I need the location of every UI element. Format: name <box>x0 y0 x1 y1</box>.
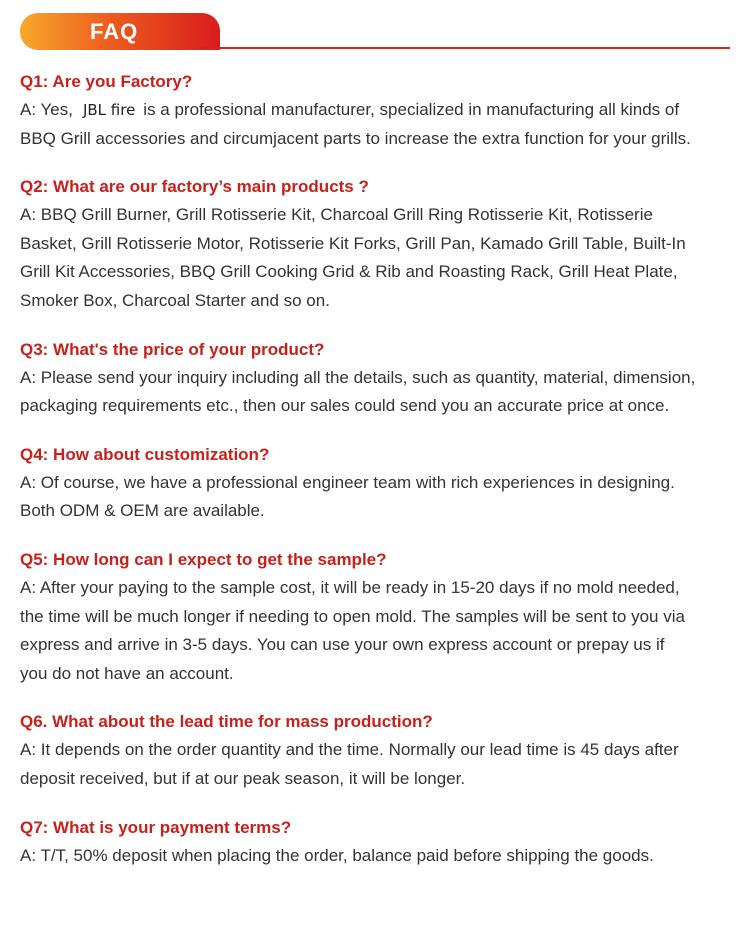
question-q3: Q3: What's the price of your product? <box>20 339 325 359</box>
answer-line: Basket, Grill Rotisserie Motor, Rotisserie Kit Forks, Grill Pan, Kamado Grill Table, Built-In <box>20 233 686 253</box>
answer-line <box>20 96 736 125</box>
answer-line: A: Of course, we have a professional engineer team with rich experiences in designing. <box>20 472 675 492</box>
answer-line: A: BBQ Grill Burner, Grill Rotisserie Kit, Charcoal Grill Ring Rotisserie Kit, Rotisserie <box>20 205 653 225</box>
answer-line: packaging requirements etc., then our sales could send you an accurate price at once. <box>20 396 670 416</box>
answer-line: A: After your paying to the sample cost, it will be ready in 15-20 days if no mold needed, <box>20 577 680 597</box>
faq-header <box>20 13 732 51</box>
faq-item-q4 <box>20 441 736 526</box>
faq-divider <box>200 47 730 49</box>
answer-line: A: Please send your inquiry including all the details, such as quantity, material, dimension, <box>20 367 696 387</box>
question-q7: Q7: What is your payment terms? <box>20 817 292 837</box>
faq-item-q2 <box>20 173 736 315</box>
answer-line: Grill Kit Accessories, BBQ Grill Cooking Grid & Rib and Roasting Rack, Grill Heat Plate, <box>20 262 678 282</box>
faq-item-q5 <box>20 546 736 688</box>
answer-line: deposit received, but if at our peak season, it will be longer. <box>20 768 466 788</box>
answer-line: you do not have an account. <box>20 663 234 683</box>
answer-line: express and arrive in 3-5 days. You can use your own express account or prepay us if <box>20 635 665 655</box>
faq-item-q1 <box>20 68 736 153</box>
answer-line: Smoker Box, Charcoal Starter and so on. <box>20 290 330 310</box>
brand-name: JBL fire <box>82 101 136 119</box>
answer-prefix: A: Yes, <box>20 100 73 119</box>
question-q1: Q1: Are you Factory? <box>20 72 193 91</box>
answer-line: A: It depends on the order quantity and the time. Normally our lead time is 45 days after <box>20 740 679 760</box>
answer-line: A: T/T, 50% deposit when placing the order, balance paid before shipping the goods. <box>20 845 654 865</box>
answer-line: BBQ Grill accessories and circumjacent parts to increase the extra function for your grills. <box>20 128 691 148</box>
faq-item-q3 <box>20 336 736 421</box>
question-q4: Q4: How about customization? <box>20 444 270 464</box>
faq-item-q6 <box>20 708 736 793</box>
faq-item-q7 <box>20 814 736 871</box>
answer-line: Both ODM & OEM are available. <box>20 501 265 521</box>
answer-line: the time will be much longer if needing to open mold. The samples will be sent to you via <box>20 606 685 626</box>
faq-list <box>20 68 736 890</box>
faq-title: FAQ <box>90 19 139 44</box>
question-q6: Q6. What about the lead time for mass production? <box>20 712 433 732</box>
faq-title-tab <box>20 13 220 50</box>
answer-suffix: is a professional manufacturer, specialized in manufacturing all kinds of <box>143 100 680 119</box>
question-q2: Q2: What are our factory’s main products ? <box>20 177 369 197</box>
question-q5: Q5: How long can I expect to get the sample? <box>20 549 387 569</box>
